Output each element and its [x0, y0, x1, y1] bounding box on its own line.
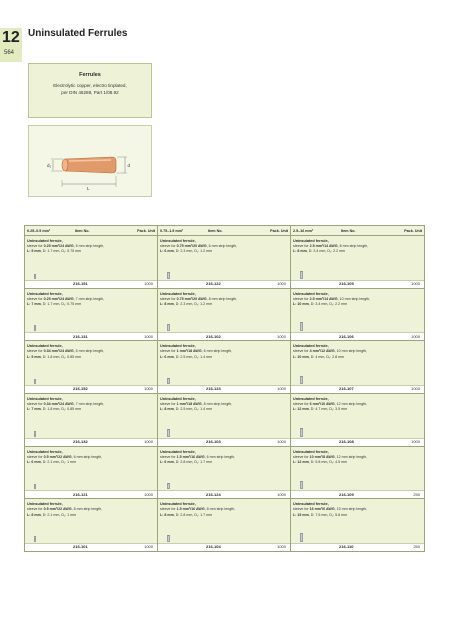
item-number: 216-103 [206, 439, 221, 445]
header-item-no: Item No. [75, 228, 90, 233]
product-description: sleeve for 1.5 mm²/16 AWG, 8 mm strip length, L: 8 mm, D: 2.8 mm, D₁: 1.7 mm [160, 507, 236, 517]
page-title: Uninsulated Ferrules [28, 28, 128, 39]
item-number: 216-110 [339, 544, 354, 550]
ferrule-icon [167, 535, 170, 543]
header-pack-unit: Pack. Unit [270, 228, 288, 233]
ferrule-icon [300, 376, 303, 384]
item-bar [291, 438, 424, 446]
item-bar [291, 490, 424, 498]
item-number: 216-102 [206, 333, 221, 339]
ferrule-icon [34, 379, 36, 384]
ferrule-icon [300, 428, 303, 437]
item-bar [158, 543, 290, 551]
item-number: 216-122 [206, 281, 221, 287]
product-cell [25, 341, 157, 394]
info-text [29, 83, 151, 96]
product-cell [291, 499, 424, 551]
product-cell [158, 394, 290, 447]
pack-unit: 1000 [144, 544, 153, 550]
ferrule-icon [300, 322, 303, 331]
item-number: 216-132 [73, 439, 88, 445]
item-number: 216-104 [206, 544, 221, 550]
item-number: 216-107 [339, 386, 354, 392]
info-box [28, 63, 152, 118]
product-title: Uninsulated ferrule, [27, 449, 63, 454]
header-item-no: Item No. [208, 228, 223, 233]
item-number: 216-152 [73, 386, 88, 392]
product-cell [158, 499, 290, 551]
ferrule-highlight [69, 160, 111, 161]
chapter-number: 12 [2, 29, 20, 46]
item-number: 216-101 [73, 544, 88, 550]
ferrule-drawing-svg [29, 126, 153, 198]
product-cell [25, 394, 157, 447]
ferrule-icon [167, 272, 170, 279]
pack-unit: 250 [413, 491, 420, 497]
info-line-2: per DIN 46288, Part 1/08.92 [61, 89, 119, 95]
ferrule-icon [167, 429, 170, 437]
item-number: 216-105 [339, 281, 354, 287]
product-description: sleeve for 0.75 mm²/20 AWG, 6 mm strip length, L: 6 mm, D: 2.3 mm, D₁: 1.2 mm [160, 244, 238, 254]
product-description: sleeve for 1 mm²/18 AWG, 6 mm strip length, L: 6 mm, D: 2.5 mm, D₁: 1.4 mm [160, 349, 233, 359]
item-bar [25, 438, 157, 446]
pack-unit: 1000 [277, 386, 286, 392]
ferrule-opening [62, 159, 68, 171]
ferrule-icon [34, 274, 36, 279]
header-pack-unit: Pack. Unit [404, 228, 422, 233]
ferrule-drawing [28, 125, 152, 197]
product-cell [158, 236, 290, 289]
item-bar [158, 280, 290, 288]
column-range: 0.75–1.5 mm² [160, 228, 184, 233]
product-cell [25, 447, 157, 500]
product-description: sleeve for 1.5 mm²/16 AWG, 6 mm strip length, L: 6 mm, D: 2.8 mm, D₁: 1.7 mm [160, 454, 236, 464]
product-cell [25, 289, 157, 342]
product-title: Uninsulated ferrule, [293, 344, 329, 349]
catalog-column [291, 226, 424, 551]
product-title: Uninsulated ferrule, [160, 449, 196, 454]
page-number: 564 [4, 50, 15, 56]
product-title: Uninsulated ferrule, [160, 291, 196, 296]
product-description: sleeve for 0.34 mm²/24 AWG, 5 mm strip length, L: 5 mm, D: 1.8 mm, D₁: 0.85 mm [27, 349, 105, 359]
product-title: Uninsulated ferrule, [293, 502, 329, 507]
pack-unit: 1000 [277, 491, 286, 497]
product-cell [291, 394, 424, 447]
label-d: d [127, 163, 131, 168]
item-bar [158, 332, 290, 340]
column-header [291, 226, 424, 236]
info-line-1: Electrolytic copper, electro tinplated, [53, 83, 127, 88]
pack-unit: 1000 [144, 439, 153, 445]
product-cell [291, 236, 424, 289]
product-cell [25, 499, 157, 551]
item-bar [25, 490, 157, 498]
product-title: Uninsulated ferrule, [160, 344, 196, 349]
product-description: sleeve for 6 mm²/10 AWG, 12 mm strip length, L: 12 mm, D: 4.7 mm, D₁: 3.5 mm [293, 402, 368, 412]
ferrule-icon [300, 481, 303, 489]
product-description: sleeve for 0.25 mm²/24 AWG, 7 mm strip length, L: 7 mm, D: 1.7 mm, D₁: 0.75 mm [27, 296, 105, 306]
item-bar [25, 280, 157, 288]
product-title: Uninsulated ferrule, [293, 239, 329, 243]
item-number: 216-131 [73, 333, 88, 339]
product-cell [25, 236, 157, 289]
product-title: Uninsulated ferrule, [27, 397, 63, 402]
pack-unit: 1000 [144, 386, 153, 392]
pack-unit: 1000 [277, 439, 286, 445]
product-title: Uninsulated ferrule, [160, 239, 196, 243]
chapter-tab [0, 28, 22, 62]
ferrule-icon [34, 325, 36, 331]
product-cell [291, 289, 424, 342]
info-title: Ferrules [79, 72, 101, 78]
pack-unit: 1000 [277, 281, 286, 287]
product-title: Uninsulated ferrule, [160, 397, 196, 402]
catalog-column [158, 226, 291, 551]
pack-unit: 1000 [144, 281, 153, 287]
pack-unit: 1000 [411, 281, 420, 287]
item-bar [158, 385, 290, 393]
product-title: Uninsulated ferrule, [293, 291, 329, 296]
catalog-column [25, 226, 158, 551]
product-description: sleeve for 0.5 mm²/22 AWG, 6 mm strip length, L: 6 mm, D: 2.1 mm, D₁: 1 mm [27, 454, 103, 464]
ferrule-icon [167, 378, 170, 385]
product-title: Uninsulated ferrule, [27, 239, 63, 243]
item-bar [291, 280, 424, 288]
item-number: 216-108 [339, 439, 354, 445]
product-description: sleeve for 0.75 mm²/20 AWG, 8 mm strip length, L: 8 mm, D: 2.3 mm, D₁: 1.2 mm [160, 296, 238, 306]
item-number: 216-106 [339, 333, 354, 339]
header-item-no: Item No. [341, 228, 356, 233]
label-d1: d₁ [47, 163, 52, 168]
pack-unit: 1000 [277, 544, 286, 550]
item-bar [291, 385, 424, 393]
ferrule-icon [167, 483, 170, 490]
catalog-table [24, 225, 425, 552]
product-cell [158, 447, 290, 500]
product-cell [291, 341, 424, 394]
item-number: 216-151 [73, 281, 88, 287]
product-cell [158, 289, 290, 342]
product-title: Uninsulated ferrule, [27, 291, 63, 296]
ferrule-icon [34, 484, 36, 489]
ferrule-icon [300, 271, 303, 279]
column-header [158, 226, 290, 236]
product-description: sleeve for 4 mm²/12 AWG, 10 mm strip length, L: 10 mm, D: 4 mm, D₁: 2.8 mm [293, 349, 368, 359]
product-title: Uninsulated ferrule, [27, 344, 63, 349]
product-description: sleeve for 2.5 mm²/14 AWG, 10 mm strip length, L: 10 mm, D: 3.4 mm, D₁: 2.2 mm [293, 296, 371, 306]
column-range: 2.5–16 mm² [293, 228, 314, 233]
product-description: sleeve for 0.34 mm²/24 AWG, 7 mm strip length, L: 7 mm, D: 1.8 mm, D₁: 0.85 mm [27, 402, 105, 412]
item-number: 216-124 [206, 491, 221, 497]
product-cell [158, 341, 290, 394]
product-description: sleeve for 16 mm²/6 AWG, 15 mm strip length, L: 15 mm, D: 7.5 mm, D₁: 5.8 mm [293, 507, 368, 517]
product-description: sleeve for 2.5 mm²/14 AWG, 8 mm strip length, L: 8 mm, D: 3.4 mm, D₁: 2.2 mm [293, 244, 369, 254]
ferrule-icon [34, 431, 36, 437]
item-bar [25, 385, 157, 393]
product-title: Uninsulated ferrule, [293, 397, 329, 402]
product-title: Uninsulated ferrule, [293, 449, 329, 454]
pack-unit: 250 [413, 544, 420, 550]
item-bar [291, 543, 424, 551]
item-bar [25, 332, 157, 340]
pack-unit: 1000 [144, 491, 153, 497]
ferrule-icon [34, 536, 36, 542]
item-bar [158, 490, 290, 498]
pack-unit: 1000 [411, 333, 420, 339]
product-description: sleeve for 10 mm²/8 AWG, 12 mm strip length, L: 12 mm, D: 5.8 mm, D₁: 4.5 mm [293, 454, 368, 464]
product-title: Uninsulated ferrule, [27, 502, 63, 507]
column-range: 0.25–0.5 mm² [27, 228, 51, 233]
item-bar [158, 438, 290, 446]
item-bar [25, 543, 157, 551]
ferrule-icon [300, 533, 303, 542]
pack-unit: 1000 [277, 333, 286, 339]
header-pack-unit: Pack. Unit [137, 228, 155, 233]
label-l: L [87, 186, 90, 191]
pack-unit: 1000 [411, 386, 420, 392]
pack-unit: 1000 [144, 333, 153, 339]
product-description: sleeve for 0.25 mm²/24 AWG, 5 mm strip length, L: 5 mm, D: 1.7 mm, D₁: 0.75 mm [27, 244, 105, 254]
ferrule-icon [167, 324, 170, 332]
pack-unit: 1000 [411, 439, 420, 445]
product-cell [291, 447, 424, 500]
product-description: sleeve for 1 mm²/18 AWG, 8 mm strip length, L: 8 mm, D: 2.5 mm, D₁: 1.4 mm [160, 402, 233, 412]
product-title: Uninsulated ferrule, [160, 502, 196, 507]
item-bar [291, 332, 424, 340]
item-number: 216-121 [73, 491, 88, 497]
product-description: sleeve for 0.5 mm²/22 AWG, 8 mm strip length, L: 8 mm, D: 2.1 mm, D₁: 1 mm [27, 507, 103, 517]
item-number: 216-109 [339, 491, 354, 497]
item-number: 216-123 [206, 386, 221, 392]
column-header [25, 226, 157, 236]
